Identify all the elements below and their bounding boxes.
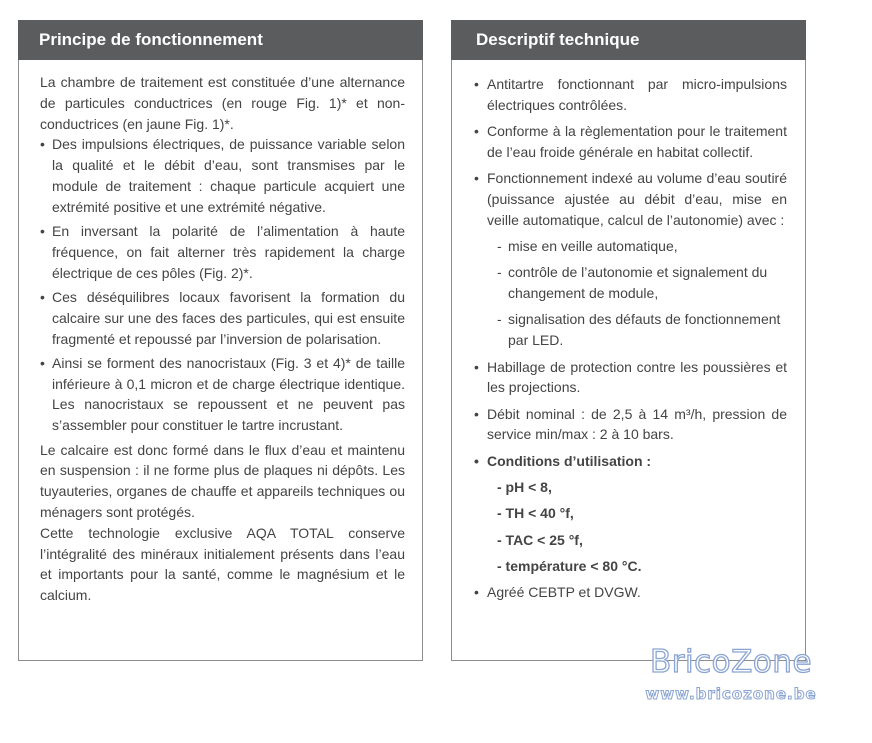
conditions-title: • Conditions d’utilisation : — [474, 451, 787, 472]
condition-item: - température < 80 °C. — [497, 557, 642, 574]
technical-panel — [451, 20, 806, 661]
condition-item: - TAC < 25 °f, — [497, 531, 583, 548]
technical-bullet: • Fonctionnement indexé au volume d’eau soutiré (puissance ajustée au débit d’eau, mise en veille automatique, calcul de l’autonomie) avec : — [474, 168, 787, 230]
principle-bullet: • En inversant la polarité de l’alimentation à haute fréquence, on fait alterner très rapidement la charge électrique de ces pôles (Fig. 2)*. — [40, 221, 405, 283]
bricozone-watermark — [636, 644, 826, 704]
principle-bullet: • Ainsi se forment des nanocristaux (Fig. 3 et 4)* de taille inférieure à 0,1 micron et de charge électrique identique. Les nanocristaux se repoussent et ne peuvent pas s’assembler pour constituer le tartre incrustant. — [40, 353, 405, 436]
principle-panel — [18, 20, 423, 661]
principle-title: Principe de fonctionnement — [18, 20, 423, 60]
condition-item: - pH < 8, — [497, 479, 552, 496]
condition-item: - TH < 40 °f, — [497, 505, 574, 522]
technical-title: Descriptif technique — [451, 20, 806, 60]
technical-sub-item: - signalisation des défauts de fonctionnement par LED. — [497, 311, 781, 349]
technical-bullet: • Débit nominal : de 2,5 à 14 m³/h, pression de service min/max : 2 à 10 bars. — [474, 404, 787, 446]
principle-bullet: • Des impulsions électriques, de puissance variable selon la qualité et le débit d’eau, sont transmises par le module de traitement : chaque particule acquiert une extrémité positive et une extrémité négative. — [40, 134, 405, 217]
technical-bullet: • Antitartre fonctionnant par micro-impulsions électriques contrôlées. — [474, 74, 787, 116]
principle-intro: La chambre de traitement est constituée d’une alternance de particules conductrices (en rouge Fig. 1)* et non-conductrices (en jaune Fig. 1)*. — [40, 74, 405, 132]
principle-bullet: • Ces déséquilibres locaux favorisent la formation du calcaire sur une des faces des particules, qui est ensuite fragmenté et repoussé par l’inversion de polarisation. — [40, 287, 405, 349]
principle-closing-2: Cette technologie exclusive AQA TOTAL conserve l’intégralité des minéraux initialement présents dans l’eau et importants pour la santé, comme le magnésium et le calcium. — [40, 524, 405, 604]
principle-body — [19, 60, 422, 606]
technical-bullet: • Habillage de protection contre les poussières et les projections. — [474, 357, 787, 399]
technical-body — [452, 60, 805, 603]
principle-closing-1: Le calcaire est donc formé dans le flux d’eau et maintenu en suspension : il ne forme plus de plaques ni dépôts. Les tuyauteries, organes de chauffe et appareils techniques ou ménagers sont protégés. — [40, 441, 405, 520]
watermark-url: www.bricozone.be — [645, 685, 817, 703]
technical-bullet: • Conforme à la règlementation pour le traitement de l’eau froide générale en habitat collectif. — [474, 121, 787, 163]
technical-bullet: • Agréé CEBTP et DVGW. — [474, 582, 787, 603]
technical-sub-item: - contrôle de l’autonomie et signalement du changement de module, — [497, 264, 768, 302]
technical-sub-item: - mise en veille automatique, — [497, 238, 678, 255]
watermark-brand: BricoZone — [649, 644, 813, 680]
